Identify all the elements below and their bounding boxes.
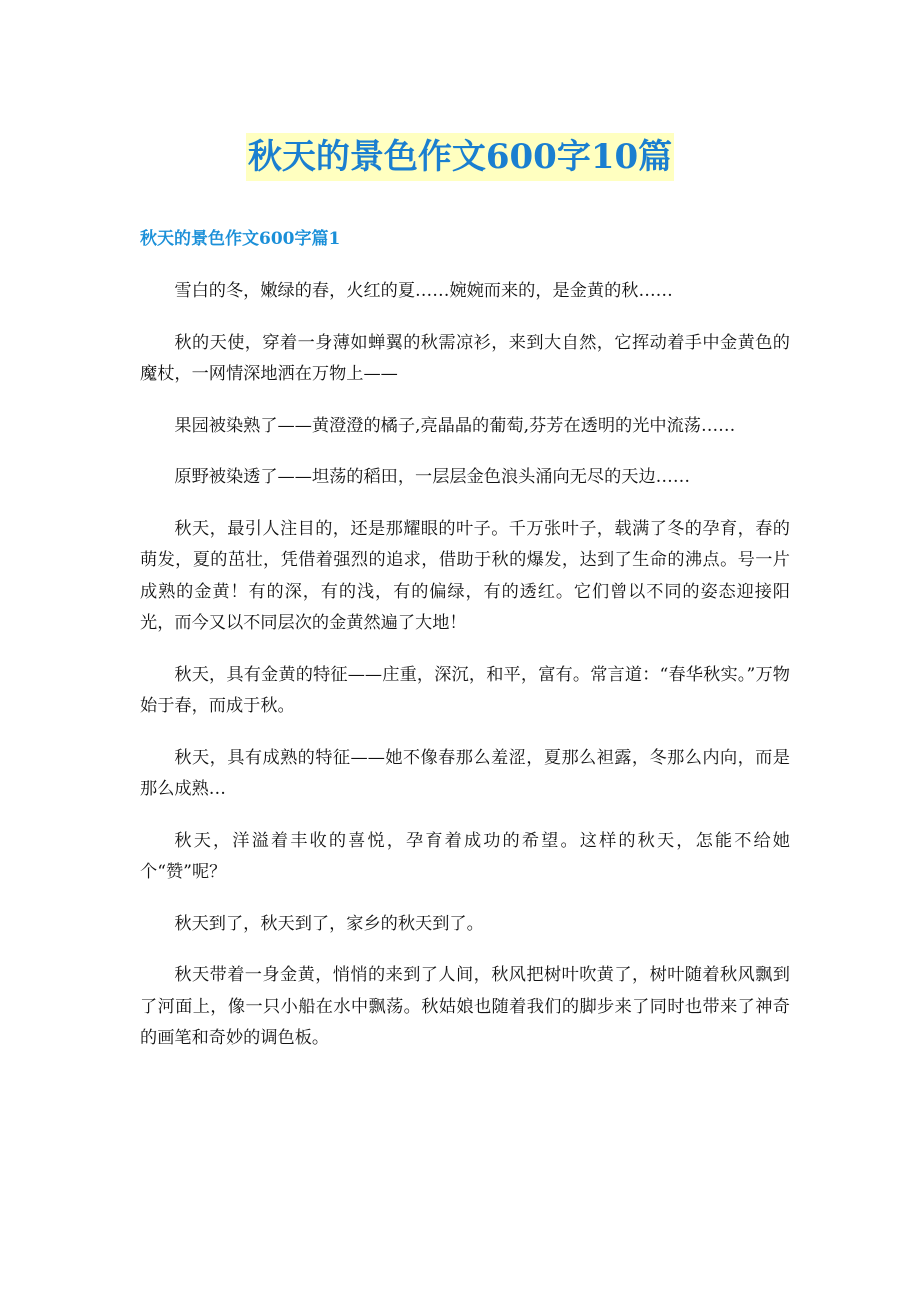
section-heading: 秋天的景色作文600字篇1 <box>140 229 341 249</box>
paragraph: 秋天，具有金黄的特征——庄重，深沉，和平，富有。常言道：“春华秋实。”万物始于春，而成于秋。 <box>140 664 790 716</box>
document-title: 秋天的景色作文600字10篇 <box>246 133 674 181</box>
paragraph: 秋天，最引人注目的，还是那耀眼的叶子。千万张叶子，载满了冬的孕育，春的萌发，夏的茁壮，凭借着强烈的追求，借助于秋的爆发，达到了生命的沸点。号一片成熟的金黄！有的深，有的浅，有的偏绿，有的透红。它们曾以不同的姿态迎接阳光，而今又以不同层次的金黄然遍了大地！ <box>140 518 790 633</box>
paragraph: 果园被染熟了——黄澄澄的橘子,亮晶晶的葡萄,芬芳在透明的光中流荡…… <box>174 415 736 436</box>
paragraph: 秋天带着一身金黄，悄悄的来到了人间，秋风把树叶吹黄了，树叶随着秋风飘到了河面上，像一只小船在水中飘荡。秋姑娘也随着我们的脚步来了同时也带来了神奇的画笔和奇妙的调色板。 <box>140 965 790 1048</box>
paragraph: 秋的天使，穿着一身薄如蝉翼的秋需凉衫，来到大自然，它挥动着手中金黄色的魔杖，一网情深地洒在万物上—— <box>140 332 790 384</box>
article-body <box>140 276 790 1075</box>
paragraph: 原野被染透了——坦荡的稻田，一层层金色浪头涌向无尽的天边…… <box>174 467 691 487</box>
paragraph: 秋天，具有成熟的特征——她不像春那么羞涩，夏那么袒露，冬那么内向，而是那么成熟… <box>140 747 790 799</box>
paragraph: 秋天到了，秋天到了，家乡的秋天到了。 <box>174 913 484 934</box>
paragraph: 雪白的冬，嫩绿的春，火红的夏……婉婉而来的，是金黄的秋…… <box>174 281 673 301</box>
title-container <box>0 133 920 181</box>
paragraph: 秋天，洋溢着丰收的喜悦，孕育着成功的希望。这样的秋天，怎能不给她个“赞”呢？ <box>140 830 790 882</box>
